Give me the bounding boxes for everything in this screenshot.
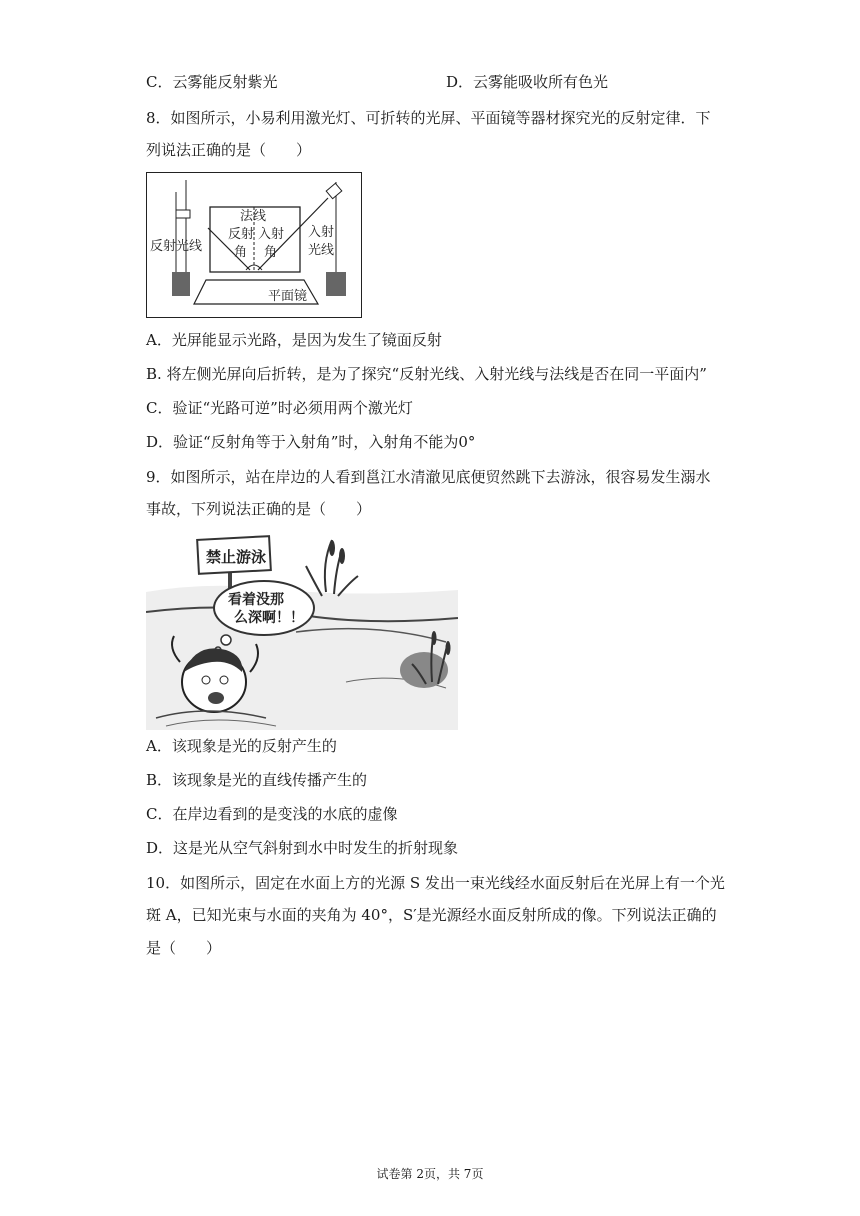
q8-stem-line2: 列说法正确的是（ ） xyxy=(146,141,312,159)
q9-swimming-figure xyxy=(146,532,458,730)
page-footer: 试卷第 2页，共 7页 xyxy=(376,1167,484,1181)
q8-option-d: D．验证“反射角等于入射角”时，入射角不能为0° xyxy=(146,433,476,451)
fig-label-incident-ray-1: 入射 xyxy=(308,225,335,240)
fig-bubble-line2: 么深啊！！ xyxy=(234,610,304,626)
fig-label-reflect-angle-2: 角 xyxy=(234,245,248,260)
q8-stem-line1: 8．如图所示，小易利用激光灯、可折转的光屏、平面镜等器材探究光的反射定律．下 xyxy=(146,109,711,127)
fig-label-incident-angle-2: 角 xyxy=(264,245,278,260)
fig-label-incident-angle-1: 入射 xyxy=(258,227,285,242)
q7-option-d: D．云雾能吸收所有色光 xyxy=(446,73,609,91)
fig-label-mirror: 平面镜 xyxy=(268,289,308,304)
fig-label-normal: 法线 xyxy=(240,209,267,224)
q8-option-c: C．验证“光路可逆”时必须用两个激光灯 xyxy=(146,399,413,417)
q8-option-a: A．光屏能显示光路，是因为发生了镜面反射 xyxy=(146,331,442,349)
q9-stem-line1: 9．如图所示，站在岸边的人看到邕江水清澈见底便贸然跳下去游泳，很容易发生溺水 xyxy=(146,468,711,486)
q9-stem-line2: 事故，下列说法正确的是（ ） xyxy=(146,500,372,518)
q10-stem-line3: 是（ ） xyxy=(146,939,222,957)
q9-option-b: B．该现象是光的直线传播产生的 xyxy=(146,771,368,789)
q8-option-b: B. 将左侧光屏向后折转，是为了探究“反射光线、入射光线与法线是否在同一平面内” xyxy=(146,365,707,383)
q9-option-c: C．在岸边看到的是变浅的水底的虚像 xyxy=(146,805,398,823)
fig-label-reflected-ray: 反射光线 xyxy=(150,239,203,254)
q10-stem-line1: 10．如图所示，固定在水面上方的光源 S 发出一束光线经水面反射后在光屏上有一个光 xyxy=(146,874,725,892)
q7-option-c: C．云雾能反射紫光 xyxy=(146,73,278,91)
q10-stem-line2: 斑 A，已知光束与水面的夹角为 40°，S′是光源经水面反射所成的像。下列说法正确的 xyxy=(146,906,717,924)
q8-reflection-figure xyxy=(146,172,362,318)
fig-label-reflect-angle-1: 反射 xyxy=(228,227,255,242)
q9-option-d: D．这是光从空气斜射到水中时发生的折射现象 xyxy=(146,839,459,857)
fig-label-incident-ray-2: 光线 xyxy=(308,243,335,258)
fig-sign-text: 禁止游泳 xyxy=(206,548,267,566)
fig-bubble-line1: 看着没那 xyxy=(228,592,284,608)
q9-option-a: A．该现象是光的反射产生的 xyxy=(146,737,337,755)
